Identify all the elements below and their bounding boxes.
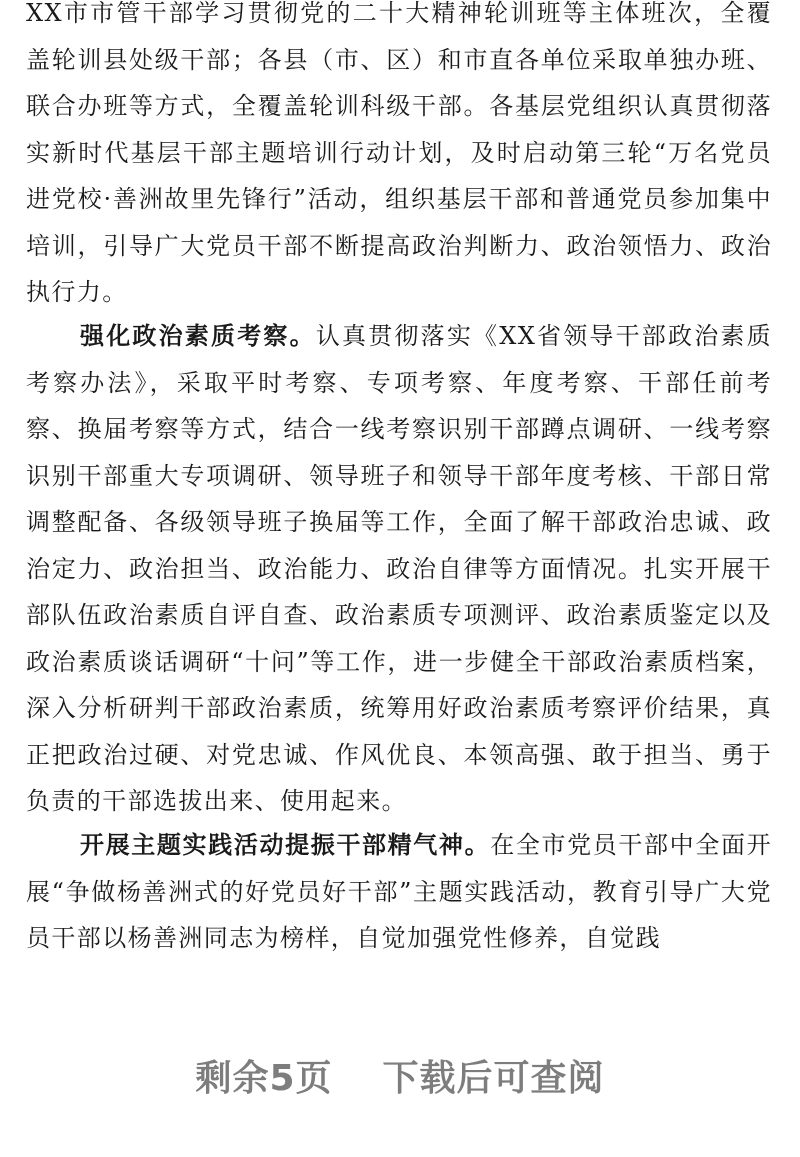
paragraph-political-quality-text: 认真贯彻落实《XX省领导干部政治素质考察办法》，采取平时考察、专项考察、年度考察、干部任前考察、换届考察等方式，结合一线考察识别干部蹲点调研、一线考察识别干部重大专项调研、领导班子和领导干部年度考核、干部日常调整配备、各级领导班子换届等工作，全面了解干部政治忠诚、政治定力、政治担当、政治能力、政治自律等方面情况。扎实开展干部队伍政治素质自评自查、政治素质专项测评、政治素质鉴定以及政治素质谈话调研“十问”等工作，进一步健全干部政治素质档案，深入分析研判干部政治素质，统筹用好政治素质考察评价结果，真正把政治过硬、对党忠诚、作风优良、本领高强、敢于担当、勇于负责的干部选拔出来、使用起来。 [26,322,772,815]
paragraph-practice-activity-text: 在全市党员干部中全面开展“争做杨善洲式的好党员好干部”主题实践活动，教育引导广大党员干部以杨善洲同志为榜样，自觉加强党性修养，自觉践 [26,831,772,952]
download-to-view-label: 下载后可查阅 [382,1058,605,1099]
paragraph-political-quality-heading: 强化政治素质考察。 [80,322,316,350]
remaining-pages-label: 剩余5页 [195,1058,333,1099]
paragraph-training [26,0,772,316]
paragraph-political-quality [26,313,772,825]
paragraph-practice-activity [26,822,772,962]
paragraph-practice-activity-heading: 开展主题实践活动提振干部精气神。 [80,831,491,859]
download-prompt[interactable] [0,1050,800,1101]
paragraph-training-text: XX市市管干部学习贯彻党的二十大精神轮训班等主体班次，全覆盖轮训县处级干部；各县（市、区）和市直各单位采取单独办班、联合办班等方式，全覆盖轮训科级干部。各基层党组织认真贯彻落实新时代基层干部主题培训行动计划，及时启动第三轮“万名党员进党校·善洲故里先锋行”活动，组织基层干部和普通党员参加集中培训，引导广大党员干部不断提高政治判断力、政治领悟力、政治执行力。 [26,0,772,306]
